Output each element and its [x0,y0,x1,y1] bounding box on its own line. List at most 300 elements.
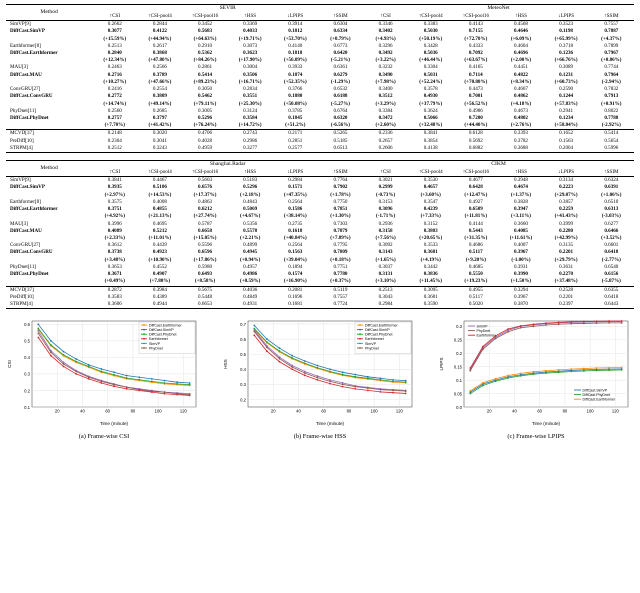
row-method-label: DiffCast.PhyDnet [10,115,49,121]
row-metric-cell: 0.1818 [288,50,303,57]
svg-text:Earthformer: Earthformer [149,337,168,342]
row-metric-cell: 0.3841 [92,177,137,185]
row-metric-cell: 0.3671 [107,271,122,278]
row-delta-cell: (+50.19%) [419,35,443,42]
row-metric-cell: 0.4028 [198,137,213,144]
row-delta-cell: (+0.94%) [240,256,261,263]
row-method-label [6,192,92,199]
row-metric-cell: 0.3393 [498,130,543,138]
row-metric-cell: 0.2743 [228,130,273,138]
row-metric-cell: 0.3158 [378,227,393,234]
row-delta-cell: (+60.73%) [554,78,578,85]
row-delta-cell: (+15.59%) [103,35,127,42]
row-metric-cell: 0.7200 [468,115,483,121]
row-metric-cell: 0.3050 [198,86,213,93]
svg-text:120: 120 [611,408,619,414]
row-metric-cell: 0.4033 [243,28,258,35]
svg-text:0.25: 0.25 [453,337,462,343]
row-metric-cell: 0.5683 [198,28,213,35]
row-metric-cell: 0.4695 [152,220,167,227]
row-delta-cell: (+0.37%) [330,278,351,285]
row-metric-cell: 0.3870 [498,301,543,309]
table-row [6,192,634,199]
row-metric-cell: 0.2861 [198,64,213,71]
table-row [6,115,634,122]
row-metric-cell: 0.2304 [107,137,122,144]
row-metric-cell: 0.3809 [152,93,167,100]
col-meteonet-ssim: ↑SSIM [604,12,619,19]
row-metric-cell: 0.2662 [92,21,137,29]
row-metric-cell: 0.3472 [378,115,393,121]
col-meteonet-csi-pool16: ↑CSI-pool16 [462,12,490,19]
row-metric-cell: 0.4085 [513,227,528,234]
row-metric-cell: 0.1231 [559,71,574,78]
svg-text:40: 40 [512,408,517,414]
row-metric-cell: 0.2617 [152,42,167,49]
row-metric-cell: 0.3243 [137,145,182,153]
col-sevir-hss: ↑HSS [244,12,257,19]
row-metric-cell: 0.5414 [198,71,213,78]
row-metric-cell: 0.2148 [92,130,137,138]
table-row [6,177,634,185]
row-metric-cell: 0.4451 [513,64,528,71]
row-metric-cell: 0.3766 [288,86,303,93]
row-metric-cell: 0.4646 [513,28,528,35]
svg-text:120: 120 [179,408,187,414]
svg-text:0.2: 0.2 [24,388,30,394]
svg-text:DiffCast.Earthformer: DiffCast.Earthformer [149,323,182,328]
row-method-label: MCVD[37] [6,130,92,138]
row-metric-cell: 0.3947 [513,206,528,213]
row-metric-cell: 0.6443 [589,301,634,309]
row-metric-cell: 0.3660 [513,220,528,227]
row-delta-cell: (+17.37%) [193,191,217,198]
row-method-label: Earthformer[8] [10,42,41,49]
row-delta-cell: (+4.93%) [375,35,396,42]
svg-text:LPIPS: LPIPS [439,357,444,371]
row-delta-cell: (+53.70%) [283,35,307,42]
row-metric-cell: 0.5787 [198,220,213,227]
row-delta-cell: (+3.48%) [104,256,125,263]
row-metric-cell: 0.3990 [513,271,528,278]
row-metric-cell: 0.3688 [498,145,543,153]
figure-captions-row [0,432,640,440]
table-row [6,249,634,256]
row-metric-cell: 0.3232 [378,64,393,71]
row-metric-cell: 0.2851 [288,137,303,144]
table-row [6,122,634,130]
row-delta-cell: (+15.05%) [193,235,217,241]
row-metric-cell: 0.4822 [513,71,528,78]
table-2-body [6,177,634,309]
col-cikm-csi-pool4: ↑CSI-pool4 [418,169,443,176]
row-metric-cell: 0.1618 [288,227,303,234]
svg-text:80: 80 [562,408,568,414]
row-delta-cell: (+66.76%) [554,57,578,64]
svg-text:0.4: 0.4 [24,355,30,361]
row-metric-cell: 0.2984 [363,301,408,309]
row-metric-cell: 0.5448 [198,293,213,300]
row-metric-cell: 0.6513 [318,145,363,153]
row-delta-cell: (+7.89%) [330,235,351,241]
col-sevir-csi-pool16: ↑CSI-pool16 [191,12,219,19]
row-delta-cell: (+29.79%) [554,256,578,263]
row-metric-cell: 0.3428 [423,42,438,49]
row-metric-cell: 0.1563 [288,249,303,256]
row-metric-cell: 0.3492 [378,50,393,57]
row-metric-cell: 0.5066 [423,115,438,121]
row-delta-cell: (+1.78%) [330,191,351,198]
table-row [6,145,634,153]
row-metric-cell: 0.3452 [183,21,228,29]
row-metric-cell: 0.2397 [544,301,589,309]
row-metric-cell: 0.3789 [152,71,167,78]
row-metric-cell: 0.4657 [423,184,438,191]
row-metric-cell: 0.2336 [363,130,408,138]
svg-text:0.2: 0.2 [456,351,462,357]
row-metric-cell: 0.3623 [243,50,258,57]
row-metric-cell: 0.4673 [513,107,528,114]
row-method-label: MAU[3] [10,64,28,71]
row-metric-cell: 0.2280 [559,227,574,234]
svg-text:DiffCast.PhyDnet: DiffCast.PhyDnet [149,332,177,337]
row-metric-cell: 0.4944 [137,301,182,309]
svg-text:0.6: 0.6 [240,337,246,343]
row-metric-cell: 0.5106 [152,184,167,191]
row-metric-cell: 0.4552 [152,263,167,270]
row-metric-cell: 0.2223 [559,184,574,191]
row-delta-cell: (+3.11%) [510,213,531,220]
row-method-label: ConvGRU[27] [10,86,41,93]
row-metric-cell: 0.1880 [288,93,303,100]
row-delta-cell: (-2.92%) [601,122,621,129]
row-delta-cell: (+52.24%) [419,78,443,85]
row-metric-cell: 0.3681 [423,293,438,300]
table-row [6,79,634,86]
table-row [6,235,634,242]
row-metric-cell: 0.7964 [604,71,619,78]
row-metric-cell: 0.3999 [559,220,574,227]
row-delta-cell: (-1.29%) [330,78,351,85]
svg-text:0.1: 0.1 [24,404,30,410]
row-metric-cell: 0.5356 [243,220,258,227]
svg-text:DiffCast.PhyDnet: DiffCast.PhyDnet [582,393,610,398]
col-sevir-ssim: ↑SSIM [333,12,348,19]
svg-text:0.3: 0.3 [456,324,462,330]
svg-text:DiffCast.SimVP: DiffCast.SimVP [582,388,608,393]
row-metric-cell: 0.5185 [333,137,348,144]
row-metric-cell: 0.7788 [604,115,619,121]
row-metric-cell: 0.1652 [544,130,589,138]
row-method-label: MCVD[37] [6,286,92,294]
row-delta-cell: (+20.65%) [419,235,443,241]
row-method-label [6,101,92,108]
col-sevir-csi: ↑CSI [109,12,121,19]
row-method-label [6,36,92,43]
row-metric-cell: 0.6320 [333,115,348,121]
row-delta-cell: (+79.11%) [193,100,217,107]
row-delta-cell: (+89.23%) [193,78,217,85]
col-cikm-ssim: ↑SSIM [604,169,619,176]
row-metric-cell: 0.2984 [273,177,318,185]
svg-text:PhyDnet: PhyDnet [365,346,379,351]
table-row [6,242,634,249]
row-metric-cell: 0.3653 [107,263,122,270]
row-metric-cell: 0.5117 [468,293,483,300]
row-delta-cell: (-2.77%) [601,256,621,263]
svg-text:20: 20 [486,408,492,414]
row-method-label: STRPM[4] [6,145,92,153]
row-metric-cell: 0.3751 [107,206,122,213]
row-method-label: ConvGRU[27] [10,242,41,249]
svg-text:100: 100 [370,408,378,414]
row-metric-cell: 0.4439 [152,242,167,249]
row-metric-cell: 0.7809 [333,249,348,256]
row-delta-cell: (+17.90%) [238,57,262,64]
row-metric-cell: 0.6188 [333,93,348,100]
row-delta-cell: (+49.14%) [148,100,172,107]
row-metric-cell: 0.7092 [468,50,483,57]
svg-text:120: 120 [395,408,403,414]
row-method-label: DiffCast.SimVP [10,184,45,191]
row-metric-cell: 0.3131 [378,271,393,278]
figures-row [0,309,640,432]
row-delta-cell: (+3.29%) [375,100,396,107]
row-metric-cell: 0.2081 [273,286,318,294]
row-delta-cell: (+6.09%) [510,35,532,42]
table-row [6,278,634,286]
row-delta-cell: (+0.91%) [601,100,622,107]
row-metric-cell: 0.4931 [228,301,273,309]
row-metric-cell: 0.4685 [468,263,483,270]
row-metric-cell: 0.3043 [378,293,393,300]
svg-text:SimVP: SimVP [476,324,488,329]
table-row [6,93,634,100]
row-metric-cell: 0.3346 [363,21,408,29]
row-delta-cell: (+64.63%) [193,35,217,42]
row-metric-cell: 0.4686 [468,242,483,249]
row-delta-cell: (+17.86%) [193,256,217,263]
row-metric-cell: 0.5265 [318,130,363,138]
row-metric-cell: 0.6279 [333,71,348,78]
row-metric-cell: 0.4955 [453,286,498,294]
table-row [6,57,634,64]
row-metric-cell: 0.3933 [288,64,303,71]
row-metric-cell: 0.2560 [107,107,122,114]
row-delta-cell: (+0.49%) [104,278,125,285]
row-metric-cell: 0.4604 [513,42,528,49]
row-metric-cell: 0.2171 [273,130,318,138]
table-row [6,36,634,43]
row-metric-cell: 0.3584 [243,115,258,121]
row-method-label [6,235,92,242]
row-metric-cell: 0.3296 [378,42,393,49]
row-delta-cell: (-3.03%) [601,213,621,220]
table-row [6,199,634,206]
row-metric-cell: 0.3512 [378,93,393,100]
row-metric-cell: 0.2564 [288,242,303,249]
svg-text:0.3: 0.3 [240,382,246,388]
row-metric-cell: 0.5414 [589,130,634,138]
row-metric-cell: 0.3153 [378,198,393,205]
row-metric-cell: 0.4036 [228,286,273,294]
row-metric-cell: 0.5183 [228,177,273,185]
row-method-label: DiffCast.MAU [10,227,42,234]
row-method-label: STRPM[4] [6,301,92,309]
row-delta-cell: (+4.18%) [510,100,532,107]
row-metric-cell: 0.3854 [423,137,438,144]
row-metric-cell: 0.4843 [243,198,258,205]
col-cikm-hss: ↑HSS [515,169,527,176]
row-delta-cell: (-5.87%) [601,278,621,285]
row-metric-cell: 0.1681 [273,301,318,309]
svg-text:Time (minute): Time (minute) [99,421,129,427]
row-method-label: Earthformer[8] [10,198,41,205]
svg-text:0.7: 0.7 [240,322,246,328]
row-delta-cell: (+65.99%) [554,35,578,42]
figure-panel [222,315,418,432]
row-delta-cell: (+41.43%) [554,213,578,220]
svg-text:SimVP: SimVP [365,341,376,346]
row-metric-cell: 0.3533 [423,242,438,249]
row-metric-cell: 0.6156 [604,271,619,278]
row-metric-cell: 0.3384 [378,107,393,114]
table-row [6,184,634,191]
row-metric-cell: 0.3294 [498,286,543,294]
row-metric-cell: 0.3402 [378,28,393,35]
row-delta-cell: (+21.13%) [148,213,172,220]
row-method-label: DiffCast.Earthformer [10,50,58,57]
row-metric-cell: 0.2577 [273,145,318,153]
row-delta-cell: (+7.70%) [104,122,125,129]
row-delta-cell: (+1.37%) [510,191,532,198]
row-metric-cell: 0.2840 [107,50,122,57]
row-delta-cell: (+7.33%) [420,213,441,220]
row-metric-cell: 0.2999 [378,184,393,191]
row-metric-cell: 0.2735 [288,220,303,227]
row-metric-cell: 0.1812 [288,28,303,35]
row-metric-cell: 0.5980 [198,263,213,270]
row-method-label: DiffCast.PhyDnet [10,271,49,278]
row-metric-cell: 0.4674 [513,184,528,191]
row-method-label: DiffCast.ConvGRU [10,249,53,256]
row-metric-cell: 0.4957 [243,263,258,270]
svg-text:0.5: 0.5 [240,352,246,358]
row-metric-cell: 0.3135 [559,242,574,249]
row-delta-cell: (-5.21%) [330,57,351,64]
row-delta-cell: (+40.84%) [283,235,307,241]
row-metric-cell: 0.3490 [378,71,393,78]
row-metric-cell: 0.5296 [198,115,213,121]
row-metric-cell: 0.5550 [468,271,483,278]
row-metric-cell: 0.6493 [198,271,213,278]
row-metric-cell: 0.3077 [107,28,122,35]
col-sh-lpips: ↓LPIPS [287,169,304,176]
svg-text:Earthformer: Earthformer [476,333,496,338]
row-metric-cell: 0.3369 [228,21,273,29]
row-metric-cell: 0.4930 [423,93,438,100]
table-header-group-row [6,5,634,13]
row-delta-cell: (-1.00%) [511,256,531,263]
row-metric-cell: 0.3914 [273,21,318,29]
col-sh-csi-pool16: ↑CSI-pool16 [191,169,219,176]
table-row [6,264,634,271]
row-delta-cell: (+0.59%) [240,278,261,285]
row-metric-cell: 0.6601 [604,242,619,249]
row-metric-cell: 0.4389 [152,293,167,300]
svg-text:DiffCast.SimVP: DiffCast.SimVP [149,328,174,333]
chart-0 [6,315,202,427]
row-metric-cell: 0.5654 [604,137,619,144]
row-metric-cell: 0.6466 [604,227,619,234]
group-sevir: SEVIR [92,5,363,13]
table-header-cols-row [6,13,634,21]
table-row [6,294,634,301]
row-metric-cell: 0.6596 [198,249,213,256]
row-method-label: SimVP[9] [6,21,92,29]
row-metric-cell: 0.5675 [183,286,228,294]
group-shanghai: Shanghai.Radar [92,161,363,169]
row-delta-cell: (+14.74%) [103,100,127,107]
col-sh-csi-pool4: ↑CSI-pool4 [148,169,172,176]
row-metric-cell: 0.4677 [453,177,498,185]
row-method-label: PhyDnet[11] [10,107,37,114]
row-metric-cell: 0.7780 [333,271,348,278]
row-metric-cell: 0.6510 [604,198,619,205]
row-metric-cell: 0.4959 [183,145,228,153]
row-delta-cell: (+10.90%) [148,256,172,263]
row-delta-cell: (+11.81%) [464,213,488,220]
row-metric-cell: 0.2201 [559,293,574,300]
row-method-label: SimVP[9] [6,177,92,185]
row-metric-cell: 0.4927 [468,198,483,205]
col-sevir-csi-pool4: ↑CSI-pool4 [148,12,172,19]
row-metric-cell: 0.2872 [92,286,137,294]
row-metric-cell: 0.3004 [243,64,258,71]
row-delta-cell: (+19.71%) [238,35,262,42]
row-metric-cell: 0.7751 [333,263,348,270]
row-metric-cell: 0.7303 [333,220,348,227]
row-delta-cell: (+3.60%) [420,191,441,198]
row-metric-cell: 0.4144 [468,220,483,227]
row-metric-cell: 0.3442 [423,263,438,270]
row-delta-cell: (-6.56%) [330,122,351,129]
row-delta-cell: (+11.01%) [148,235,172,241]
row-metric-cell: 0.3143 [378,249,393,256]
svg-text:SimVP: SimVP [149,341,160,346]
row-delta-cell: (-5.27%) [330,100,351,107]
table-row [6,86,634,93]
row-metric-cell: 0.3935 [107,184,122,191]
row-metric-cell: 0.4862 [513,93,528,100]
row-metric-cell: 0.3996 [107,220,122,227]
row-delta-cell: (+7.98%) [375,78,396,85]
row-delta-cell: (+16.71%) [238,78,262,85]
table-row [6,206,634,213]
row-metric-cell: 0.3383 [408,21,453,29]
row-metric-cell: 0.1574 [288,271,303,278]
row-metric-cell: 0.3681 [423,249,438,256]
row-metric-cell: 0.2941 [559,107,574,114]
row-delta-cell: (+2.33%) [104,235,125,241]
row-metric-cell: 0.3134 [544,177,589,185]
results-table-sevir-meteonet [6,4,634,153]
row-metric-cell: 0.5578 [243,227,258,234]
row-delta-cell: (+70.80%) [464,78,488,85]
svg-text:Time (minute): Time (minute) [531,421,561,427]
row-metric-cell: 0.7795 [333,242,348,249]
row-metric-cell: 0.2513 [363,286,408,294]
